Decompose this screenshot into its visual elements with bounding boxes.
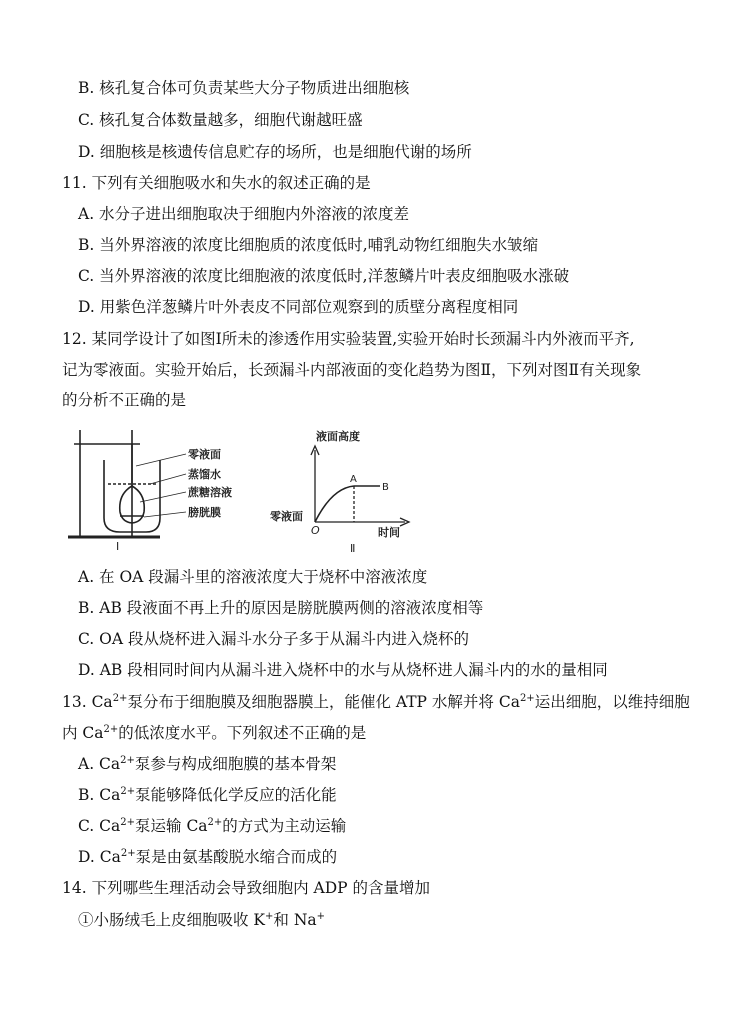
- q13-option-c: C. $Ca^{2+}$泵运输 $Ca^{2+}$的方式为主动运输: [78, 816, 347, 835]
- figure2-caption: Ⅱ: [350, 542, 356, 555]
- q13-option-d: D. $Ca^{2+}$泵是由氨基酸脱水缩合而成的: [78, 847, 338, 866]
- origin-label: O: [311, 524, 320, 537]
- point-b-label: B: [382, 482, 389, 493]
- leader-membrane: [144, 512, 186, 517]
- origin-row-label: 零液面: [270, 510, 303, 523]
- label-distilled-water: 蒸馏水: [188, 468, 221, 481]
- q13-stem-line1: 13. $Ca^{2+}$泵分布于细胞膜及细胞器膜上，能催化 ATP 水解并将 $Ca^{2+}$运出细胞，以维持细胞: [62, 692, 690, 711]
- q14-stem: 14. 下列哪些生理活动会导致细胞内 ADP 的含量增加: [62, 879, 430, 897]
- label-membrane: 膀胱膜: [188, 506, 221, 519]
- leader-zero-level: [136, 454, 186, 466]
- q11-option-d: D. 用紫色洋葱鳞片叶外表皮不同部位观察到的质壁分离程度相同: [78, 298, 519, 316]
- q13-option-a: A. $Ca^{2+}$泵参与构成细胞膜的基本骨架: [78, 754, 337, 773]
- label-sucrose: 蔗糖溶液: [188, 486, 232, 499]
- q13-option-b: B. $Ca^{2+}$泵能够降低化学反应的活化能: [78, 785, 337, 804]
- q14-item-1: ①小肠绒毛上皮细胞吸收 K+和 Na+: [78, 910, 326, 929]
- figure1-caption: Ⅰ: [116, 540, 120, 553]
- q12-option-b: B. AB 段液面不再上升的原因是膀胱膜两侧的溶液浓度相等: [78, 599, 484, 617]
- q12-stem-line1: 12. 某同学设计了如图Ⅰ所未的渗透作用实验装置,实验开始时长颈漏斗内外液而平齐,: [62, 330, 635, 348]
- leader-distilled-water: [150, 474, 186, 484]
- q12-option-d: D. AB 段相同时间内从漏斗进入烧杯中的水与从烧杯进人漏斗内的水的量相同: [78, 661, 608, 679]
- y-axis-label: 液面高度: [316, 430, 360, 443]
- q11-option-a: A. 水分子进出细胞取决于细胞内外溶液的浓度差: [78, 205, 410, 223]
- q12-stem-line3: 的分析不正确的是: [62, 391, 187, 409]
- q10-option-c: C. 核孔复合体数量越多，细胞代谢越旺盛: [78, 111, 363, 129]
- leader-sucrose: [140, 492, 186, 502]
- osmosis-apparatus-diagram: [68, 430, 186, 537]
- curve-oa: [315, 486, 354, 522]
- q11-stem: 11. 下列有关细胞吸水和失水的叙述正确的是: [62, 174, 371, 192]
- q12-figure: [60, 422, 420, 557]
- q11-option-b: B. 当外界溶液的浓度比细胞质的浓度低时,哺乳动物红细胞失水皱缩: [78, 236, 539, 254]
- q12-option-a: A. 在 OA 段漏斗里的溶液浓度大于烧杯中溶液浓度: [78, 568, 428, 586]
- q10-option-d: D. 细胞核是核遗传信息贮存的场所，也是细胞代谢的场所: [78, 143, 472, 161]
- level-height-graph: [311, 446, 409, 526]
- q12-stem-line2: 记为零液面。实验开始后，长颈漏斗内部液面的变化趋势为图Ⅱ，下列对图Ⅱ有关现象: [62, 361, 642, 379]
- q11-option-c: C. 当外界溶液的浓度比细胞液的浓度低时,洋葱鳞片叶表皮细胞吸水涨破: [78, 267, 570, 285]
- x-axis-label: 时间: [378, 526, 400, 539]
- q12-option-c: C. OA 段从烧杯进入漏斗水分子多于从漏斗内进入烧杯的: [78, 630, 469, 648]
- q10-option-b: B. 核孔复合体可负责某些大分子物质进出细胞核: [78, 79, 410, 97]
- q13-stem-line2: 内 $Ca^{2+}$的低浓度水平。下列叙述不正确的是: [62, 723, 367, 742]
- point-a-label: A: [350, 474, 357, 485]
- label-zero-level: 零液面: [188, 448, 221, 461]
